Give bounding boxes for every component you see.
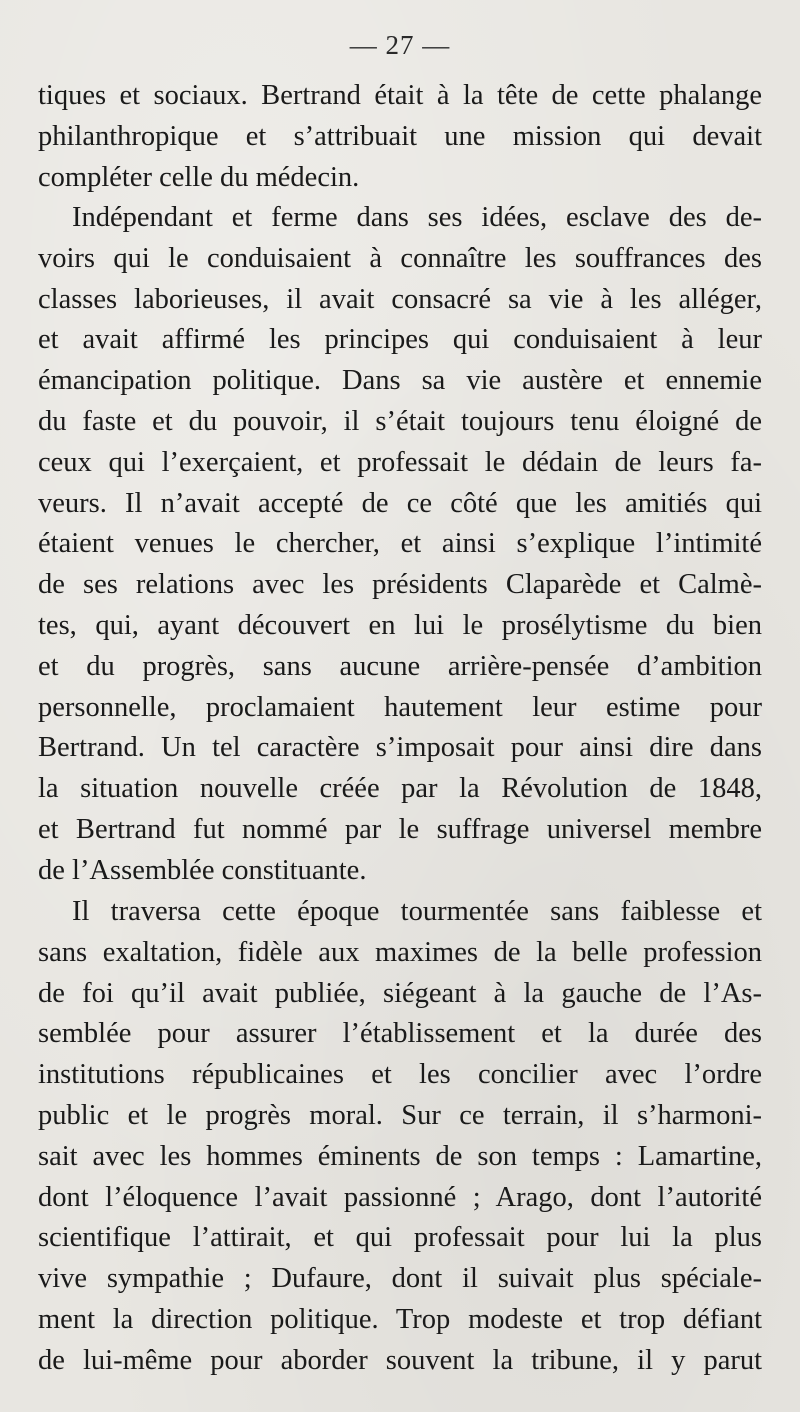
paragraph-2 [38,198,762,892]
page-number: — 27 — [349,30,451,60]
text-line: Bertrand. Un tel caractère s’imposait pour ainsi dire dans [38,732,762,764]
text-line: vive sympathie ; Dufaure, dont il suivait plus spéciale- [38,1263,762,1295]
text-line: du faste et du pouvoir, il s’était toujours tenu éloigné de [38,405,762,437]
text-line: scientifique l’attirait, et qui professait pour lui la plus [38,1222,762,1254]
paragraph-3 [38,892,762,1382]
text-line: personnelle, proclamaient hautement leur estime pour [38,691,762,723]
text-line: et du progrès, sans aucune arrière-pensée d’ambition [38,650,762,682]
text-line: semblée pour assurer l’établissement et la durée des [38,1018,762,1050]
text-line: ceux qui l’exerçaient, et professait le dédain de leurs fa- [38,446,762,478]
text-line: sait avec les hommes éminents de son temps : Lamartine, [38,1140,762,1172]
text-line: émancipation politique. Dans sa vie austère et ennemie [38,365,762,397]
text-line: classes laborieuses, il avait consacré sa vie à les alléger, [38,283,762,315]
text-line: de lui-même pour aborder souvent la tribune, il y parut [38,1344,762,1376]
text-line: de l’Assemblée constituante. [38,854,367,886]
text-line: institutions républicaines et les concilier avec l’ordre [38,1059,762,1091]
paragraph-1 [38,76,762,198]
text-line: Indépendant et ferme dans ses idées, esclave des de- [72,202,762,233]
text-line: et avait affirmé les principes qui conduisaient à leur [38,324,762,356]
text-line: de ses relations avec les présidents Claparède et Calmè- [38,569,762,601]
text-line: dont l’éloquence l’avait passionné ; Arago, dont l’autorité [38,1181,762,1213]
text-line: compléter celle du médecin. [38,161,360,193]
text-line: ment la direction politique. Trop modeste et trop défiant [38,1303,762,1335]
text-line: et Bertrand fut nommé par le suffrage universel membre [38,813,762,845]
text-line: philanthropique et s’attribuait une mission qui devait [38,120,762,152]
text-line: public et le progrès moral. Sur ce terrain, il s’harmoni- [38,1099,762,1131]
text-line: la situation nouvelle créée par la Révolution de 1848, [38,773,762,805]
text-line: sans exaltation, fidèle aux maximes de la belle profession [38,936,762,968]
text-line: de foi qu’il avait publiée, siégeant à la gauche de l’As- [38,977,762,1009]
text-line: tes, qui, ayant découvert en lui le prosélytisme du bien [38,609,762,641]
text-line: tiques et sociaux. Bertrand était à la tête de cette phalange [38,80,762,111]
text-line: voirs qui le conduisaient à connaître les souffrances des [38,242,762,274]
text-line: Il traversa cette époque tourmentée sans faiblesse et [72,896,762,927]
text-line: étaient venues le chercher, et ainsi s’explique l’intimité [38,528,762,560]
text-line: veurs. Il n’avait accepté de ce côté que les amitiés qui [38,487,762,519]
